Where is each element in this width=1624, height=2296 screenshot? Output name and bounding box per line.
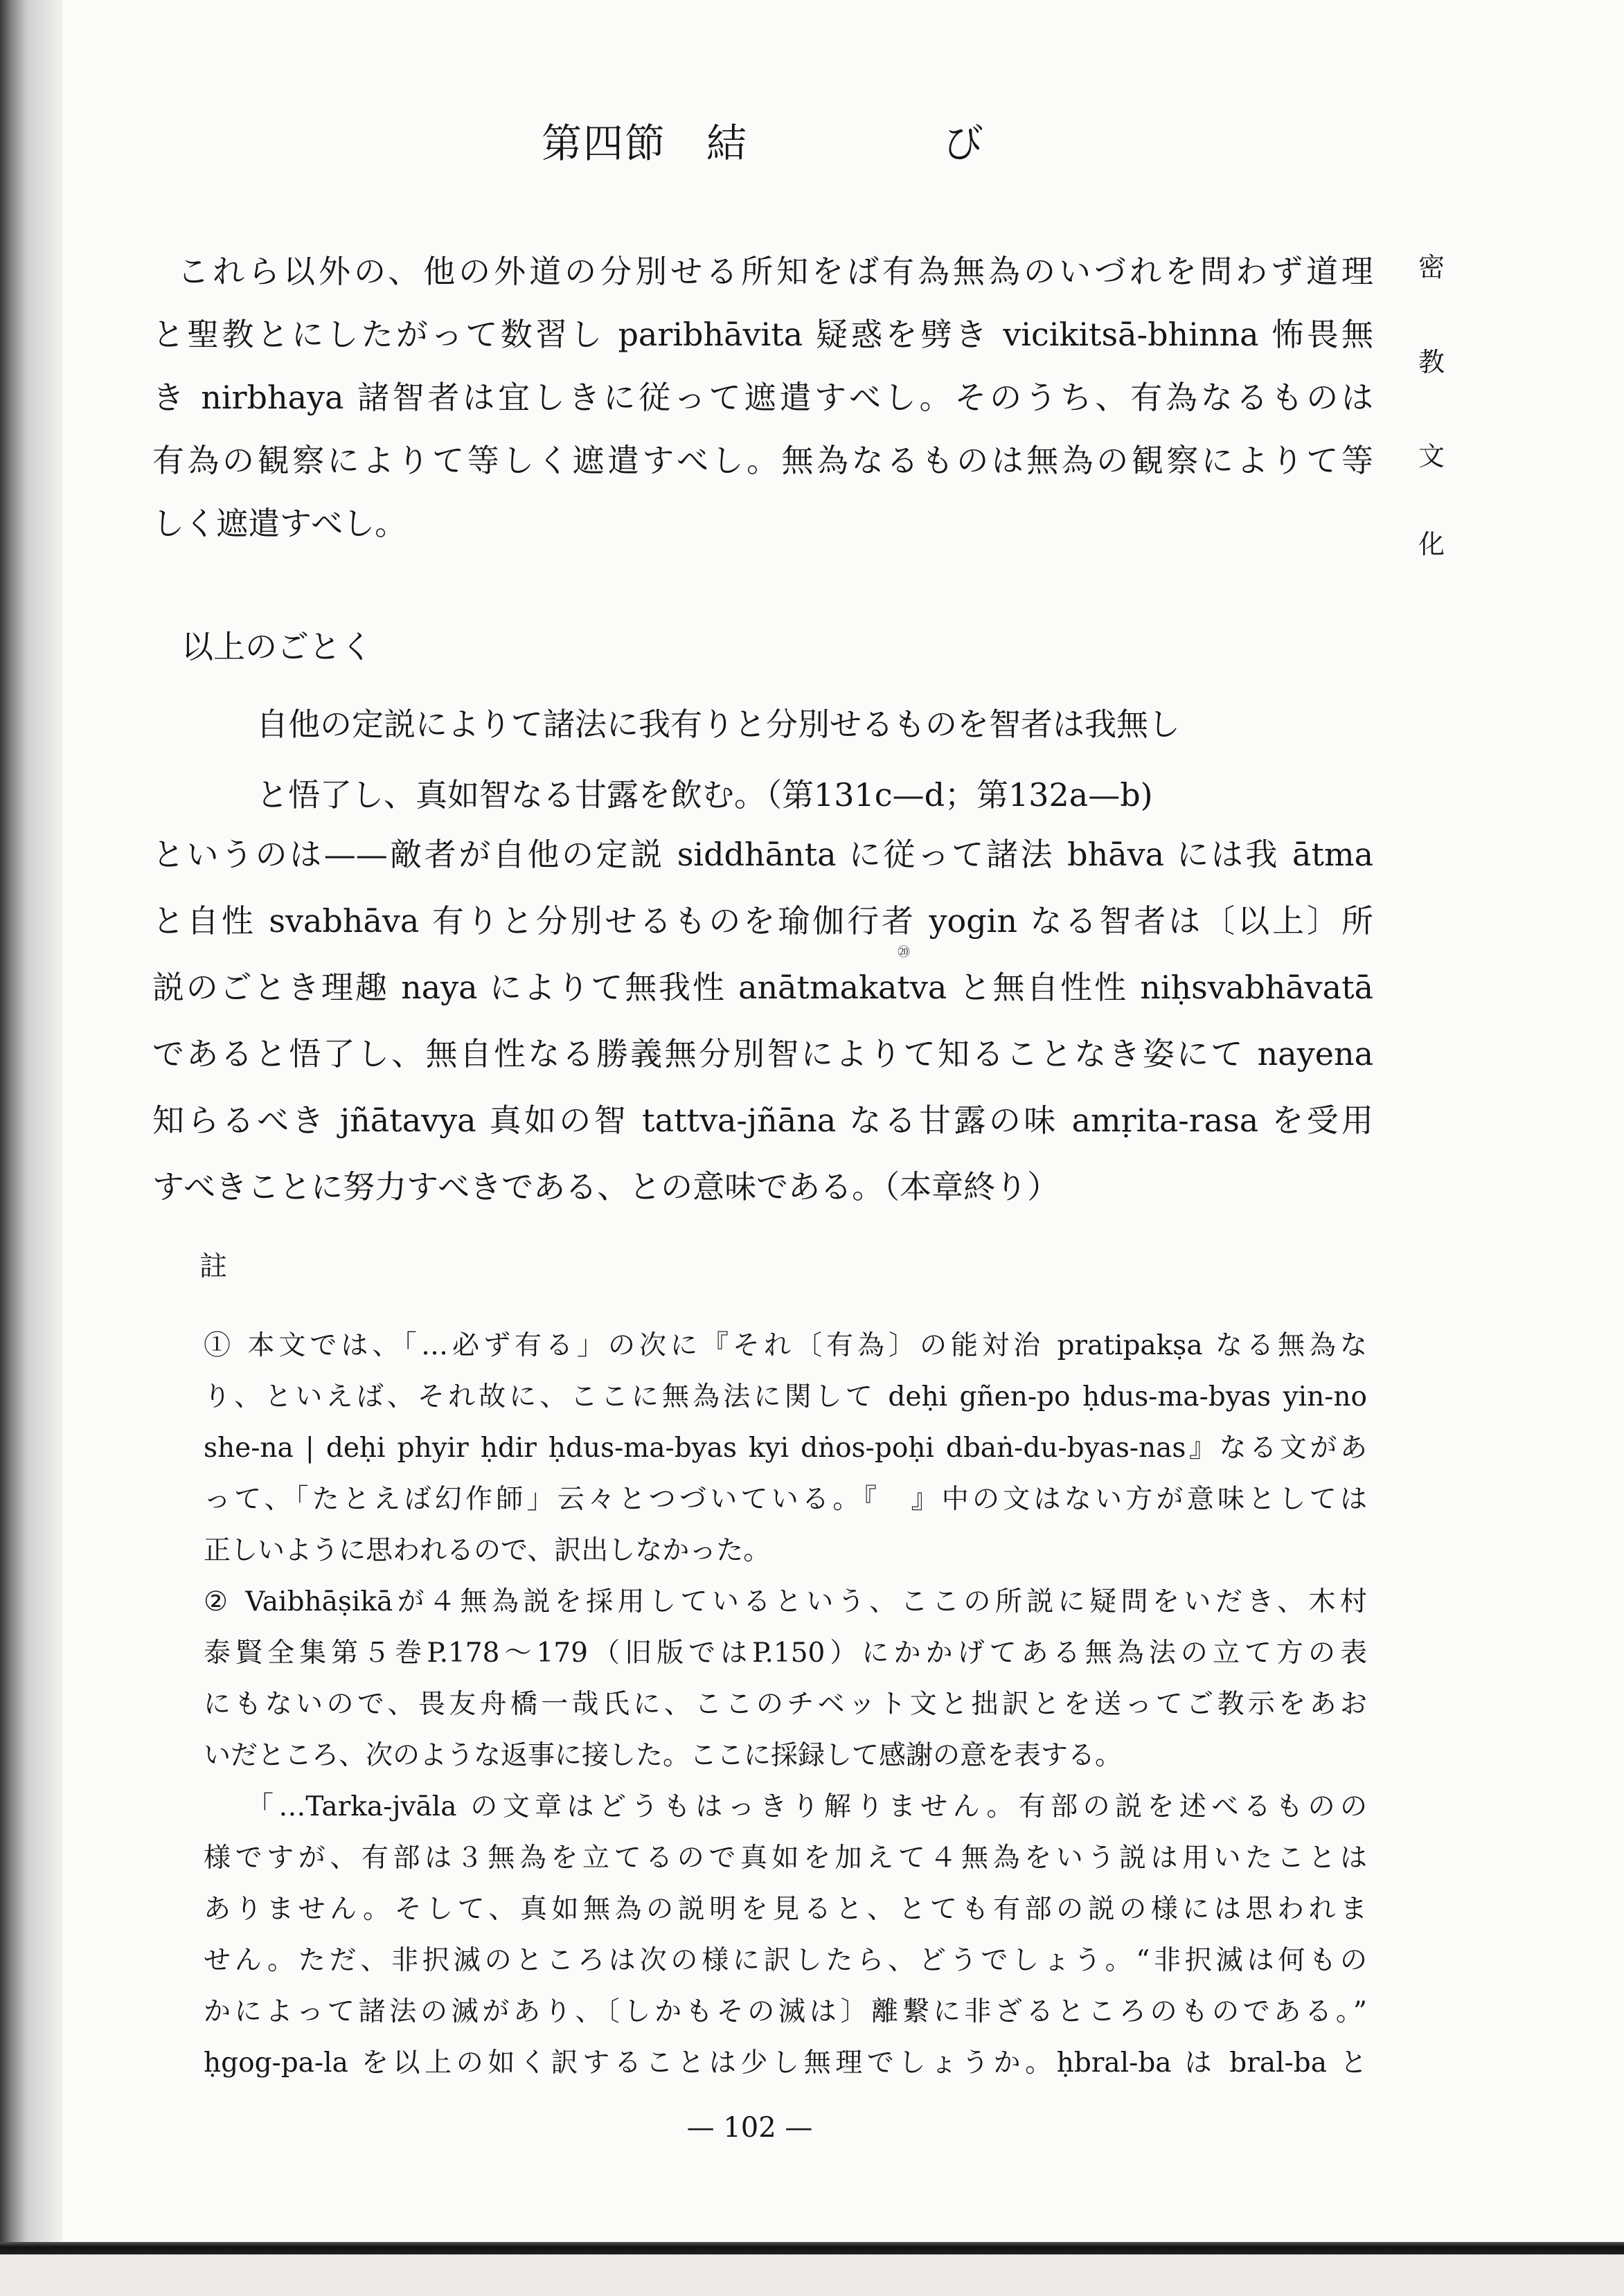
side-label-char: 密 — [1418, 252, 1445, 282]
section-title-char: 結 — [706, 120, 749, 167]
page-number: — 102 — — [686, 2112, 813, 2144]
text-line: せん。ただ、非択滅のところは次の様に訳したら、どうでしょう。“非択滅は何もの — [204, 1945, 1367, 1976]
text-line: というのは——敵者が自他の定説 siddhānta に従って諸法 bhāva には我 ātma — [152, 836, 1373, 873]
text-line: she-na | deḥi phyir ḥdir ḥdus-ma-byas kyi dṅos-poḥi dbaṅ-du-byas-nas』なる文があ — [204, 1433, 1367, 1464]
text-line: と悟了し、真如智なる甘露を飲む。（第131c—d；第132a—b) — [256, 776, 1153, 814]
section-title-char: び — [943, 120, 985, 167]
text-line: 泰賢全集第５巻P.178～179（旧版ではP.150）にかかげてある無為法の立て方の表 — [204, 1638, 1367, 1669]
text-line: 説のごとき理趣 naya によりて無我性 anātmakatva と無自性性 niḥsvabhāvatā — [152, 969, 1373, 1006]
text-line: 正しいように思われるので、訳出しなかった。 — [204, 1535, 771, 1566]
side-label-char: 教 — [1418, 347, 1445, 377]
text-line: であると悟了し、無自性なる勝義無分別智によりて知ることなき姿にて nayena — [152, 1035, 1373, 1073]
text-line: にもないので、畏友舟橋一哉氏に、ここのチベット文と拙訳とを送ってご教示をあお — [204, 1689, 1367, 1720]
text-line: これら以外の、他の外道の分別せる所知をば有為無為のいづれを問わず道理 — [177, 253, 1373, 290]
text-line: 自他の定説によりて諸法に我有りと分別せるものを智者は我無し — [256, 706, 1180, 743]
text-line: って、「たとえば幻作師」云々とつづいている。『 』中の文はない方が意味としては — [204, 1484, 1367, 1515]
note-reference-marker: ⑳ — [898, 945, 910, 960]
text-line: ありません。そして、真如無為の説明を見ると、とても有部の説の様には思われま — [204, 1894, 1367, 1925]
section-number: 第四節 — [542, 120, 667, 167]
text-line: き nirbhaya 諸智者は宜しきに従って遮遣すべし。そのうち、有為なるものは — [152, 379, 1373, 416]
scan-margin-bottom — [0, 2254, 1624, 2296]
text-line: いだところ、次のような返事に接した。ここに採録して感謝の意を表する。 — [204, 1740, 1123, 1771]
text-line: と聖教とにしたがって数習し paribhāvita 疑惑を劈き vicikitsā-bhinna 怖畏無 — [152, 316, 1373, 353]
text-line: すべきことに努力すべきである、との意味である。（本章終り） — [152, 1168, 1060, 1205]
text-line: しく遮遣すべし。 — [152, 505, 407, 542]
text-line: 知らるべき jñātavya 真如の智 tattva-jñāna なる甘露の味 amṛita-rasa を受用 — [152, 1102, 1373, 1139]
text-line: 様ですが、有部は３無為を立てるので真如を加えて４無為をいう説は用いたことは — [204, 1842, 1367, 1874]
text-line: 有為の観察によりて等しく遮遣すべし。無為なるものは無為の観察によりて等 — [152, 442, 1373, 479]
side-label-char: 化 — [1418, 529, 1445, 559]
text-line: ḥgog-pa-la を以上の如く訳することは少し無理でしょうか。ḥbral-ba は bral-ba と — [204, 2047, 1367, 2079]
text-line: ① 本文では、「…必ず有る」の次に『それ〔有為〕の能対治 pratipakṣa なる無為な — [204, 1330, 1367, 1361]
scan-edge-bottom — [0, 2242, 1624, 2254]
text-line: かによって諸法の滅があり、〔しかもその滅は〕離繋に非ざるところのものである。” — [204, 1996, 1367, 2027]
side-label-char: 文 — [1418, 441, 1445, 472]
text-line: り、といえば、それ故に、ここに無為法に関して deḥi gñen-po ḥdus-ma-byas yin-no — [204, 1381, 1367, 1412]
text-line: ② Vaibhāṣikāが４無為説を採用しているという、ここの所説に疑問をいだき、木村 — [204, 1586, 1367, 1617]
notes-heading: 註 — [199, 1250, 227, 1282]
scan-shadow-left — [0, 0, 62, 2296]
text-line: 「…Tarka-jvāla の文章はどうもはっきり解りません。有部の説を述べるものの — [247, 1791, 1367, 1822]
intro-text: 以上のごとく — [181, 628, 373, 665]
text-line: と自性 svabhāva 有りと分別せるものを瑜伽行者 yogin なる智者は〔以上〕所 — [152, 902, 1373, 940]
